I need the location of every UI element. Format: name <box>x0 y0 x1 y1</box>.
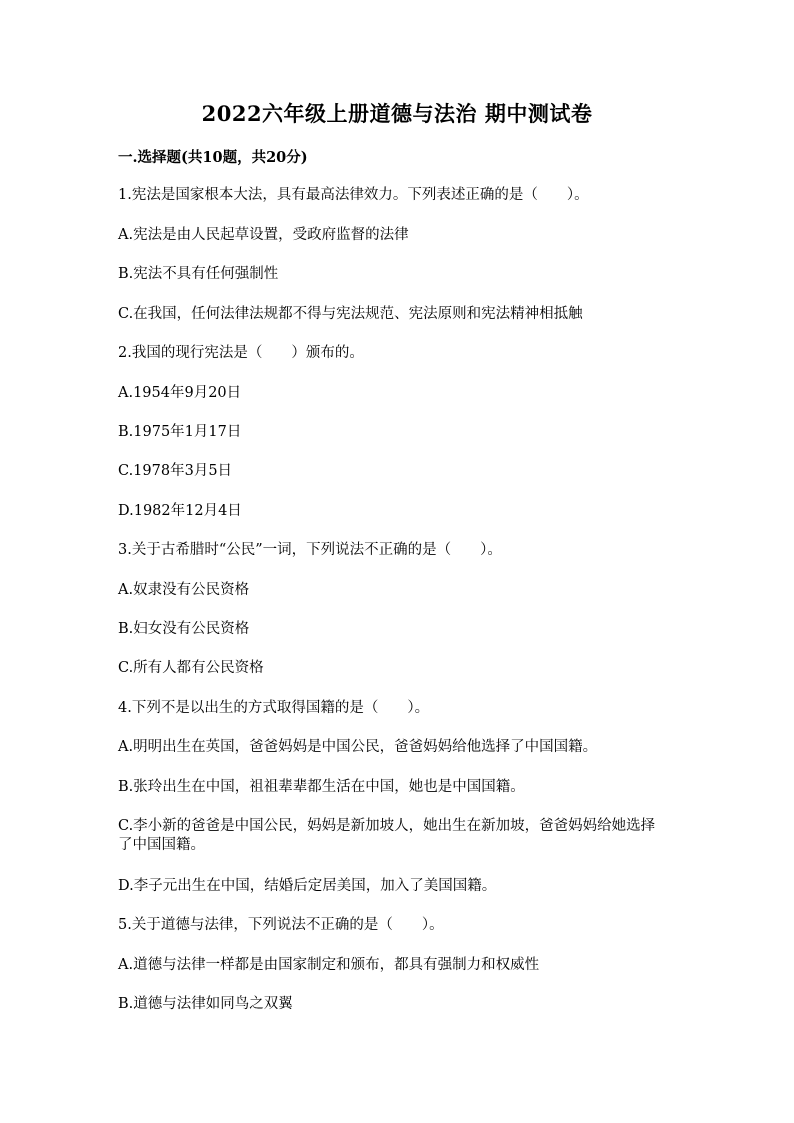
question-5: 5.关于道德与法律，下列说法不正确的是（ ）。 <box>118 917 444 933</box>
question-2-option-c: C.1978年3月5日 <box>118 463 233 479</box>
question-1-option-c: C.在我国，任何法律法规都不得与宪法规范、宪法原则和宪法精神相抵触 <box>118 306 583 322</box>
question-3-option-b: B.妇女没有公民资格 <box>118 621 250 637</box>
question-4-option-a: A.明明出生在英国，爸爸妈妈是中国公民，爸爸妈妈给他选择了中国国籍。 <box>118 739 598 755</box>
question-4-option-c: C.李小新的爸爸是中国公民，妈妈是新加坡人，她出生在新加坡，爸爸妈妈给她选择了中国国籍。 <box>118 818 656 853</box>
question-3: 3.关于古希腊时“公民”一词，下列说法不正确的是（ ）。 <box>118 542 502 558</box>
question-3-option-a: A.奴隶没有公民资格 <box>118 582 250 598</box>
question-2-option-b: B.1975年1月17日 <box>118 424 242 440</box>
question-5-option-a: A.道德与法律一样都是由国家制定和颁布，都具有强制力和权威性 <box>118 957 540 973</box>
question-1: 1.宪法是国家根本大法，具有最高法律效力。下列表述正确的是（ ）。 <box>118 187 589 203</box>
question-4: 4.下列不是以出生的方式取得国籍的是（ ）。 <box>118 700 430 716</box>
question-4-option-d: D.李子元出生在中国，结婚后定居美国，加入了美国国籍。 <box>118 878 497 894</box>
question-1-option-a: A.宪法是由人民起草设置，受政府监督的法律 <box>118 227 409 243</box>
section-heading: 一.选择题(共10题，共20分) <box>118 149 308 166</box>
question-1-option-b: B.宪法不具有任何强制性 <box>118 266 279 282</box>
question-3-option-c: C.所有人都有公民资格 <box>118 660 264 676</box>
question-4-option-b: B.张玲出生在中国，祖祖辈辈都生活在中国，她也是中国国籍。 <box>118 779 525 795</box>
question-5-option-b: B.道德与法律如同鸟之双翼 <box>118 996 293 1012</box>
question-2-option-a: A.1954年9月20日 <box>118 385 242 401</box>
question-2-option-d: D.1982年12月4日 <box>118 503 242 519</box>
page-title: 2022六年级上册道德与法治 期中测试卷 <box>201 101 593 126</box>
question-2: 2.我国的现行宪法是（ ）颁布的。 <box>118 345 364 361</box>
